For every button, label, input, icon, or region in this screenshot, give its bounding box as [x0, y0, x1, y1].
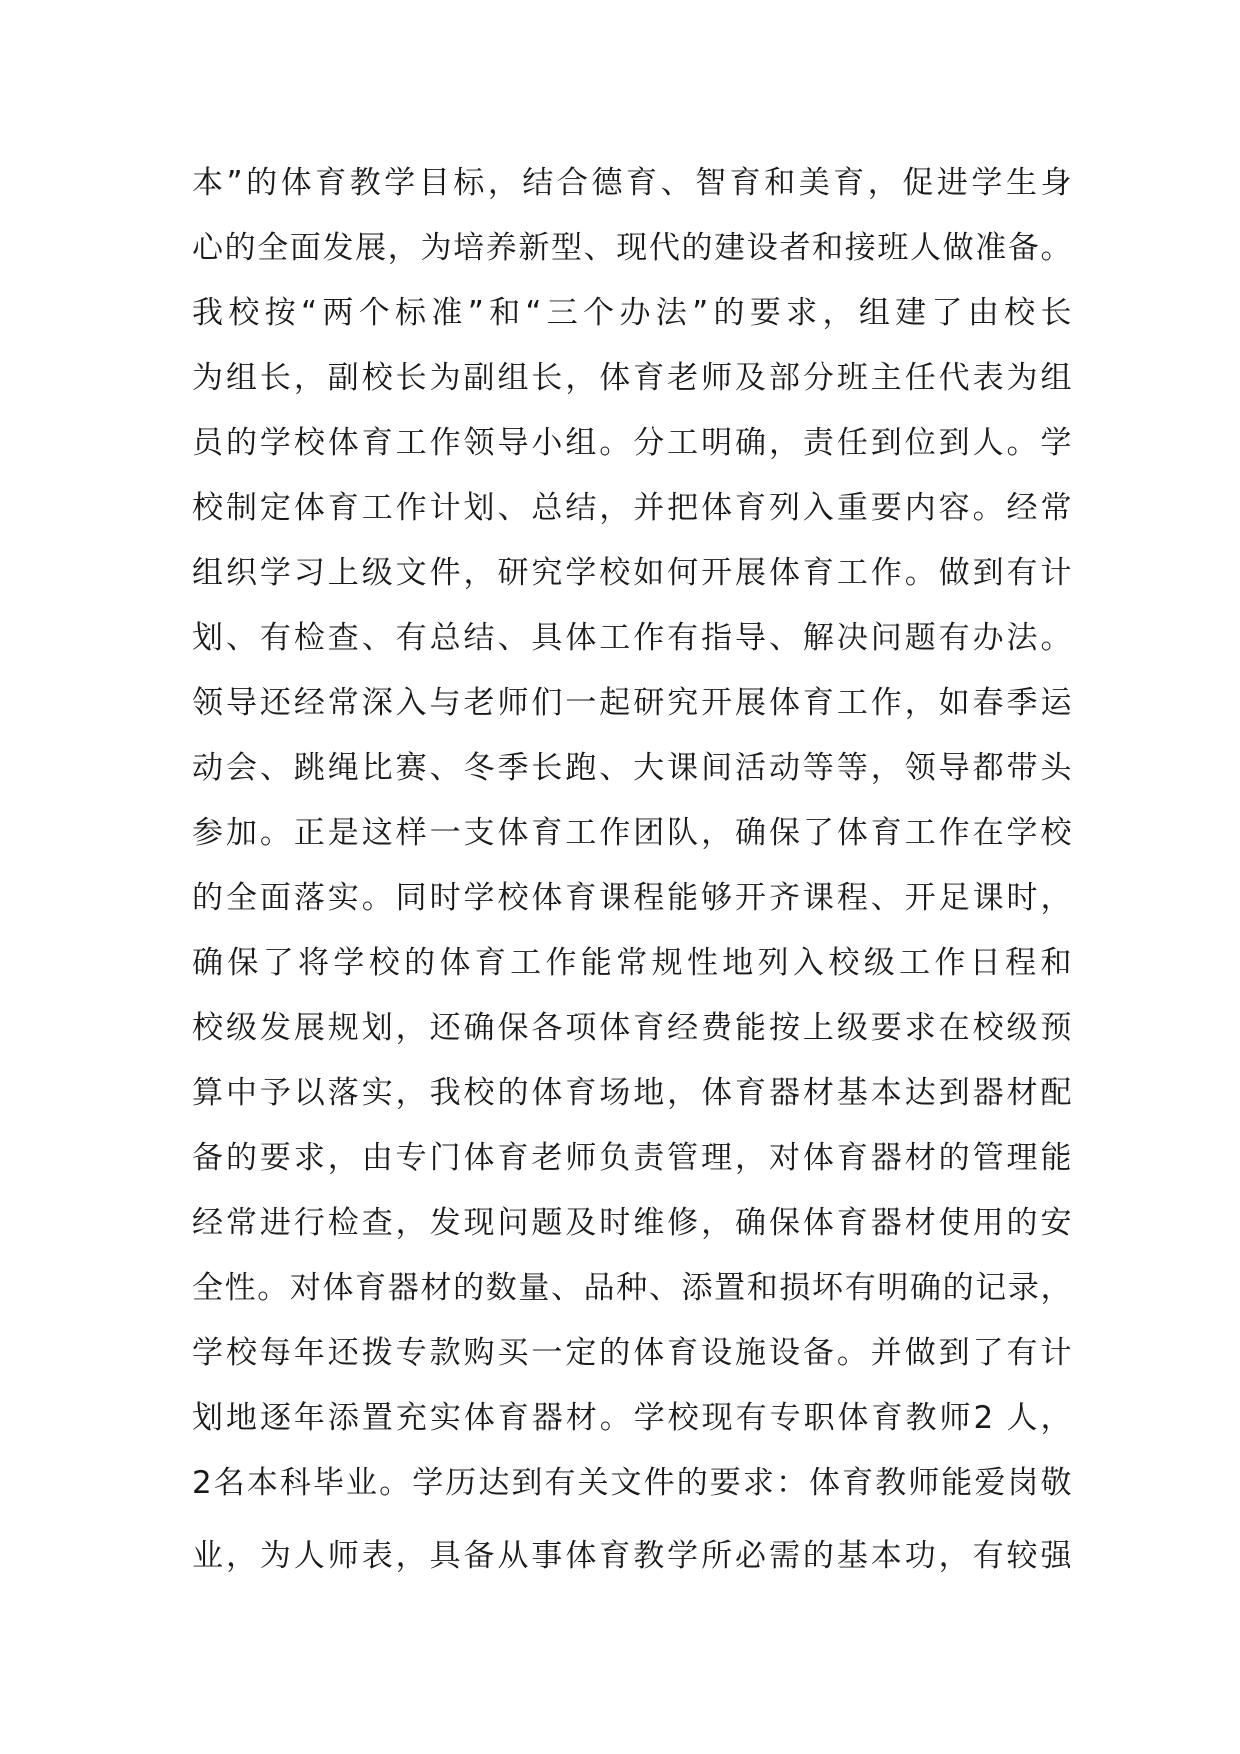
text-line-9: 领导还经常深入与老师们一起研究开展体育工作，如春季运 — [192, 685, 1072, 721]
text-line-14: 校级发展规划，还确保各项体育经费能按上级要求在校级预 — [192, 1010, 1072, 1046]
text-line-17: 经常进行检查，发现问题及时维修，确保体育器材使用的安 — [192, 1205, 1072, 1241]
text-line-6: 校制定体育工作计划、总结，并把体育列入重要内容。经常 — [192, 490, 1072, 526]
text-line-11: 参加。正是这样一支体育工作团队，确保了体育工作在学校 — [192, 815, 1072, 851]
text-line-21: 2名本科毕业。学历达到有关文件的要求：体育教师能爱岗敬 — [192, 1465, 1072, 1501]
text-line-18: 全性。对体育器材的数量、品种、添置和损坏有明确的记录， — [192, 1270, 1072, 1306]
text-line-16: 备的要求，由专门体育老师负责管理，对体育器材的管理能 — [192, 1140, 1072, 1176]
text-line-10: 动会、跳绳比赛、冬季长跑、大课间活动等等，领导都带头 — [192, 750, 1072, 786]
body-text — [192, 163, 1072, 1601]
text-line-19: 学校每年还拨专款购买一定的体育设施设备。并做到了有计 — [192, 1335, 1072, 1371]
text-line-15: 算中予以落实，我校的体育场地，体育器材基本达到器材配 — [192, 1075, 1072, 1111]
text-line-4: 为组长，副校长为副组长，体育老师及部分班主任代表为组 — [192, 360, 1072, 396]
text-line-22: 业，为人师表，具备从事体育教学所必需的基本功，有较强 — [192, 1538, 1072, 1574]
text-line-5: 员的学校体育工作领导小组。分工明确，责任到位到人。学 — [192, 425, 1072, 461]
text-line-13: 确保了将学校的体育工作能常规性地列入校级工作日程和 — [192, 945, 1072, 981]
text-line-2: 心的全面发展，为培养新型、现代的建设者和接班人做准备。 — [192, 230, 1072, 266]
text-line-8: 划、有检查、有总结、具体工作有指导、解决问题有办法。 — [192, 620, 1072, 656]
text-line-12: 的全面落实。同时学校体育课程能够开齐课程、开足课时， — [192, 880, 1072, 916]
text-line-7: 组织学习上级文件，研究学校如何开展体育工作。做到有计 — [192, 555, 1072, 591]
text-line-1: 本”的体育教学目标，结合德育、智育和美育，促进学生身 — [192, 165, 1072, 201]
text-line-3: 我校按“两个标准”和“三个办法”的要求，组建了由校长 — [192, 295, 1072, 331]
text-line-20: 划地逐年添置充实体育器材。学校现有专职体育教师2 人， — [192, 1400, 1072, 1436]
